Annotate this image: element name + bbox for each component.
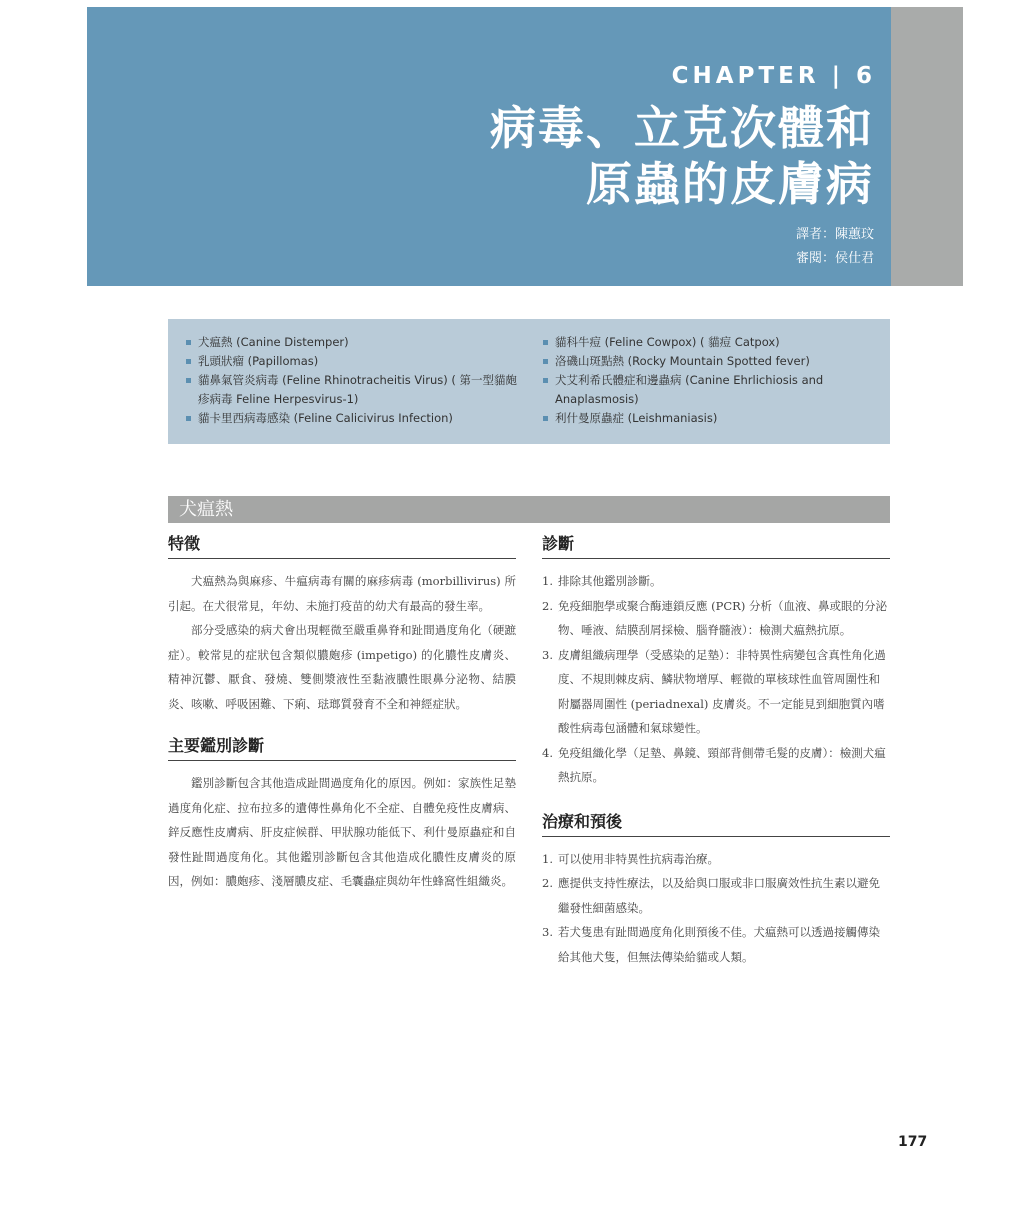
- contents-item: 洛磯山斑點熱 (Rocky Mountain Spotted fever): [541, 352, 876, 371]
- contents-item: 犬瘟熱 (Canine Distemper): [184, 333, 524, 352]
- contents-item: 乳頭狀瘤 (Papillomas): [184, 352, 524, 371]
- list-item: 3. 若犬隻患有趾間過度角化則預後不佳。犬瘟熱可以透過接觸傳染給其他犬隻，但無法傳染給貓或人類。: [542, 925, 880, 964]
- chapter-header-tab: [891, 7, 963, 286]
- section-title-bar: [168, 496, 890, 523]
- treatment-prognosis-heading: 治療和預後: [542, 808, 890, 837]
- list-item: 2. 應提供支持性療法，以及給與口服或非口服廣效性抗生素以避免繼發性細菌感染。: [542, 876, 880, 915]
- reviewer-credit: 審閱：侯仕君: [795, 251, 874, 266]
- list-item: 4. 免疫組織化學（足墊、鼻鏡、頸部背側帶毛髮的皮膚）：檢測犬瘟熱抗原。: [542, 745, 886, 784]
- left-column: [168, 530, 516, 894]
- contents-item: 貓卡里西病毒感染 (Feline Calicivirus Infection): [184, 409, 524, 428]
- chapter-credits: [796, 223, 874, 271]
- section-title: 犬瘟熱: [179, 499, 233, 520]
- contents-item: 貓科牛痘 (Feline Cowpox) ( 貓痘 Catpox): [541, 333, 876, 352]
- body-paragraph: 犬瘟熱為與麻疹、牛瘟病毒有關的麻疹病毒 (morbillivirus) 所引起。在犬很常見，年幼、未施打疫苗的幼犬有最高的發生率。: [168, 574, 516, 613]
- page-number: 177: [898, 1134, 928, 1150]
- treatment-list: [542, 847, 890, 970]
- list-item: 3. 皮膚組織病理學（受感染的足墊）：非特異性病變包含真性角化過度、不規則棘皮病、鱗狀物增厚、輕微的單核球性血管周圍性和附屬器周圍性 (periadnexal) 皮膚炎。不一定能見到細胞質內嗜酸性病毒包涵體和氣球變性。: [542, 647, 886, 735]
- list-item: 2. 免疫細胞學或聚合酶連鎖反應 (PCR) 分析（血液、鼻或眼的分泌物、唾液、結膜刮屑採檢、腦脊髓液）：檢測犬瘟熱抗原。: [542, 598, 887, 637]
- translator-credit: 譯者：陳蕙玟: [795, 227, 874, 242]
- chapter-title: [314, 100, 874, 212]
- chapter-title-line-2: 原蟲的皮膚病: [586, 157, 874, 211]
- right-column: [542, 530, 890, 969]
- list-item: 1. 可以使用非特異性抗病毒治療。: [542, 851, 719, 866]
- contents-column-left: [184, 333, 524, 428]
- diagnosis-list: [542, 569, 890, 790]
- differential-diagnosis-heading: 主要鑑別診斷: [168, 732, 516, 761]
- chapter-title-line-1: 病毒、立克次體和: [490, 101, 874, 155]
- diagnosis-heading: 診斷: [542, 530, 890, 559]
- body-paragraph: 部分受感染的病犬會出現輕微至嚴重鼻脊和趾間過度角化（硬蹠症）。較常見的症狀包含類似膿皰疹 (impetigo) 的化膿性皮膚炎、精神沉鬱、厭食、發燒、雙側漿液性至黏液膿性眼鼻分泌物、結膜炎、咳嗽、呼吸困難、下痢、琺瑯質發育不全和神經症狀。: [168, 623, 516, 711]
- contents-item: 貓鼻氣管炎病毒 (Feline Rhinotracheitis Virus) ( 第一型貓皰疹病毒 Feline Herpesvirus-1): [184, 371, 524, 409]
- features-heading: 特徵: [168, 530, 516, 559]
- contents-column-right: [541, 333, 876, 428]
- chapter-contents-box: [168, 319, 890, 444]
- list-item: 1. 排除其他鑑別診斷。: [542, 574, 662, 588]
- chapter-label: CHAPTER | 6: [671, 63, 876, 89]
- contents-item: 犬艾利希氏體症和邊蟲病 (Canine Ehrlichiosis and Anaplasmosis): [541, 371, 876, 409]
- contents-item: 利什曼原蟲症 (Leishmaniasis): [541, 409, 876, 428]
- body-paragraph: 鑑別診斷包含其他造成趾間過度角化的原因。例如：家族性足墊過度角化症、拉布拉多的遺傳性鼻角化不全症、自體免疫性皮膚病、鋅反應性皮膚病、肝皮症候群、甲狀腺功能低下、利什曼原蟲症和自發性趾間過度角化。其他鑑別診斷包含其他造成化膿性皮膚炎的原因，例如：膿皰疹、淺層膿皮症、毛囊蟲症與幼年性蜂窩性組織炎。: [168, 776, 516, 888]
